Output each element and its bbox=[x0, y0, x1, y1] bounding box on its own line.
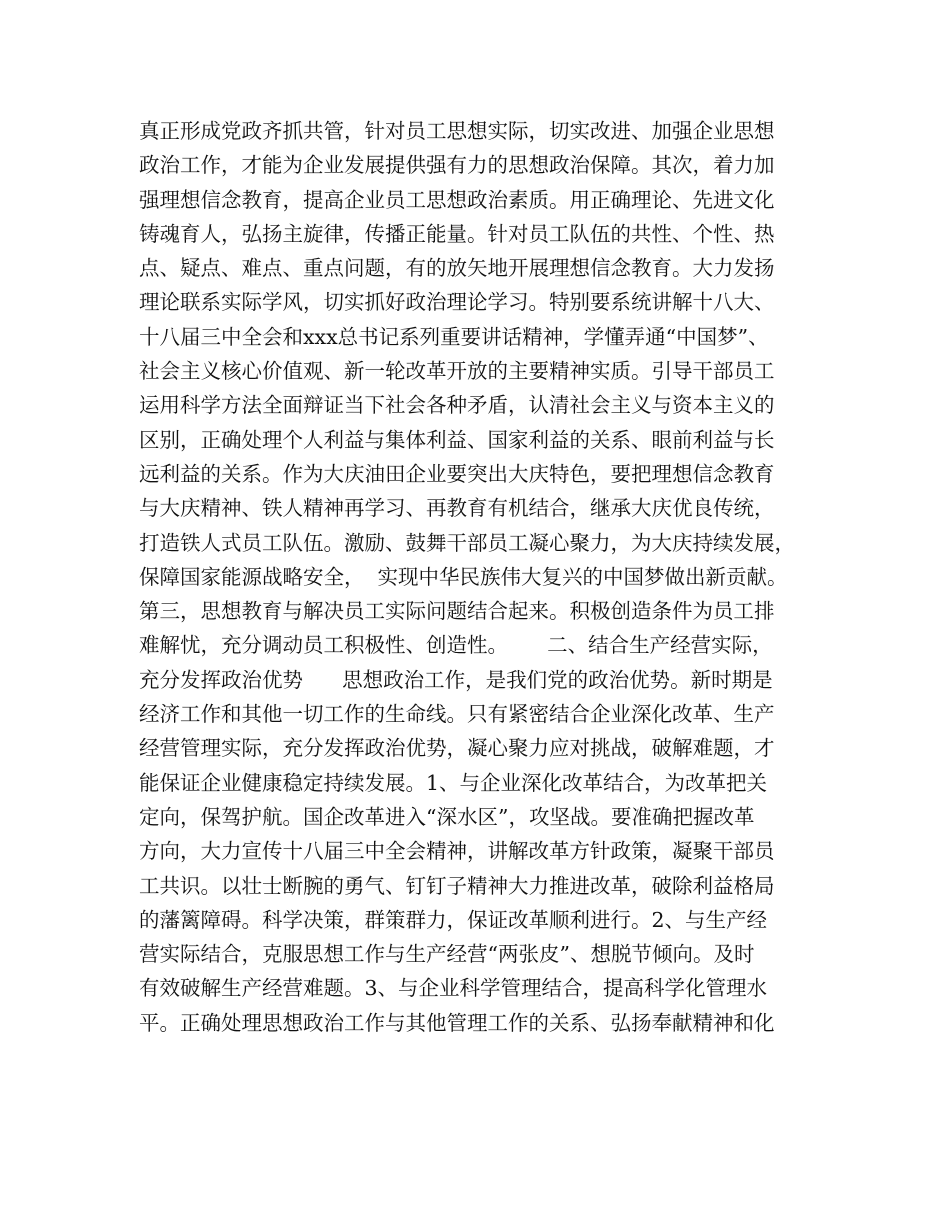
text-line-6: 理论联系实际学风，切实抓好政治理论学习。特别要系统讲解十八大、 bbox=[139, 290, 775, 315]
text-line-19: 经营管理实际，充分发挥政治优势，凝心聚力应对挑战，破解难题，才 bbox=[139, 736, 775, 761]
text-line-14: 保障国家能源战略安全， 实现中华民族伟大复兴的中国梦做出新贡献。 bbox=[139, 564, 788, 589]
text-line-15: 第三，思想教育与解决员工实际问题结合起来。积极创造条件为员工排 bbox=[139, 599, 775, 624]
text-line-26: 有效破解生产经营难题。3、与企业科学管理结合，提高科学化管理水 bbox=[139, 976, 768, 1001]
text-line-5: 点、疑点、难点、重点问题，有的放矢地开展理想信念教育。大力发扬 bbox=[139, 256, 775, 281]
text-line-12: 与大庆精神、铁人精神再学习、再教育有机结合，继承大庆优良传统， bbox=[139, 496, 775, 521]
text-line-20: 能保证企业健康稳定持续发展。1、与企业深化改革结合，为改革把关 bbox=[139, 770, 768, 795]
text-line-17: 充分发挥政治优势 思想政治工作，是我们党的政治优势。新时期是 bbox=[139, 667, 773, 692]
text-line-4: 铸魂育人，弘扬主旋律，传播正能量。针对员工队伍的共性、个性、热 bbox=[139, 221, 775, 246]
text-line-10: 区别，正确处理个人利益与集体利益、国家利益的关系、眼前利益与长 bbox=[139, 427, 775, 452]
text-line-1: 真正形成党政齐抓共管，针对员工思想实际，切实改进、加强企业思想 bbox=[139, 119, 775, 143]
text-line-23: 工共识。以壮士断腕的勇气、钉钉子精神大力推进改革，破除利益格局 bbox=[139, 873, 775, 898]
text-line-3: 强理想信念教育，提高企业员工思想政治素质。用正确理论、先进文化 bbox=[139, 187, 775, 212]
body-text bbox=[139, 114, 839, 1040]
text-line-21: 定向，保驾护航。国企改革进入“深水区”，攻坚战。要准确把握改革 bbox=[139, 804, 755, 829]
text-line-9: 运用科学方法全面辩证当下社会各种矛盾，认清社会主义与资本主义的 bbox=[139, 393, 775, 418]
text-line-2: 政治工作，才能为企业发展提供强有力的思想政治保障。其次，着力加 bbox=[139, 153, 775, 178]
text-line-11: 远利益的关系。作为大庆油田企业要突出大庆特色，要把理想信念教育 bbox=[139, 461, 775, 486]
text-line-7: 十八届三中全会和xxx总书记系列重要讲话精神，学懂弄通“中国梦”、 bbox=[139, 324, 769, 349]
text-line-13: 打造铁人式员工队伍。激励、鼓舞干部员工凝心聚力，为大庆持续发展， bbox=[139, 530, 795, 555]
text-line-16: 难解忧，充分调动员工积极性、创造性。 二、结合生产经营实际， bbox=[139, 633, 773, 658]
text-line-25: 营实际结合，克服思想工作与生产经营“两张皮”、想脱节倾向。及时 bbox=[139, 942, 755, 967]
text-line-8: 社会主义核心价值观、新一轮改革开放的主要精神实质。引导干部员工 bbox=[139, 359, 775, 384]
text-line-22: 方向，大力宣传十八届三中全会精神，讲解改革方针政策，凝聚干部员 bbox=[139, 839, 775, 864]
text-line-27: 平。正确处理思想政治工作与其他管理工作的关系、弘扬奉献精神和化 bbox=[139, 1010, 775, 1035]
text-line-24: 的藩篱障碍。科学决策，群策群力，保证改革顺利进行。2、与生产经 bbox=[139, 907, 768, 932]
text-line-18: 经济工作和其他一切工作的生命线。只有紧密结合企业深化改革、生产 bbox=[139, 702, 775, 727]
